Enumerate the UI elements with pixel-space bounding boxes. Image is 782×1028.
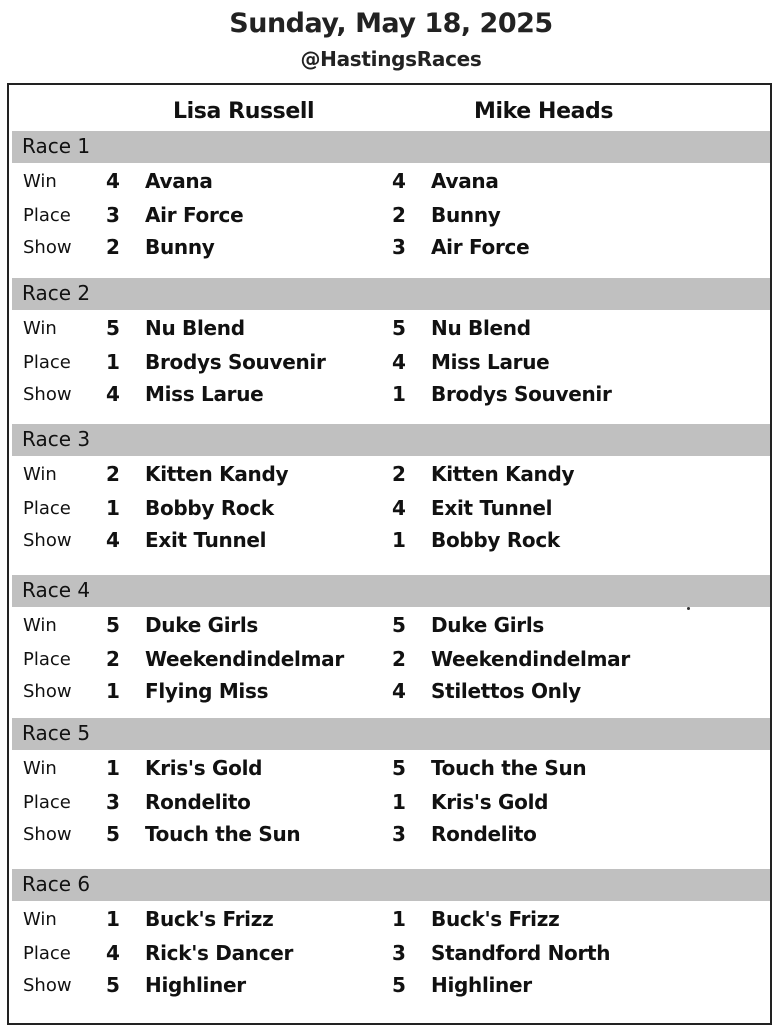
race-header bbox=[12, 278, 770, 310]
finish-position: Place bbox=[23, 649, 71, 670]
mike-pick-horse: Highliner bbox=[431, 973, 532, 997]
mike-pick-number: 3 bbox=[392, 235, 406, 259]
finish-position: Place bbox=[23, 792, 71, 813]
pick-row bbox=[9, 380, 770, 412]
finish-position: Show bbox=[23, 237, 72, 258]
mike-pick-horse: Weekendindelmar bbox=[431, 647, 630, 671]
pick-row bbox=[9, 233, 770, 265]
finish-position: Win bbox=[23, 615, 57, 636]
lisa-pick-number: 1 bbox=[106, 756, 120, 780]
race-header bbox=[12, 869, 770, 901]
race-label: Race 6 bbox=[22, 872, 91, 896]
lisa-pick-horse: Exit Tunnel bbox=[145, 528, 267, 552]
lisa-pick-horse: Highliner bbox=[145, 973, 246, 997]
mike-pick-horse: Rondelito bbox=[431, 822, 537, 846]
finish-position: Show bbox=[23, 384, 72, 405]
mike-pick-number: 5 bbox=[392, 756, 406, 780]
mike-pick-horse: Standford North bbox=[431, 941, 611, 965]
mike-pick-horse: Nu Blend bbox=[431, 316, 531, 340]
lisa-pick-number: 1 bbox=[106, 496, 120, 520]
lisa-pick-horse: Avana bbox=[145, 169, 213, 193]
lisa-pick-horse: Duke Girls bbox=[145, 613, 259, 637]
mike-pick-number: 2 bbox=[392, 203, 406, 227]
mike-pick-number: 2 bbox=[392, 647, 406, 671]
lisa-pick-horse: Rondelito bbox=[145, 790, 251, 814]
mike-pick-horse: Duke Girls bbox=[431, 613, 545, 637]
mike-pick-horse: Bobby Rock bbox=[431, 528, 560, 552]
picks-table bbox=[7, 83, 772, 1025]
mike-pick-horse: Stilettos Only bbox=[431, 679, 581, 703]
handicapper-name-left: Lisa Russell bbox=[173, 99, 315, 124]
mike-pick-number: 1 bbox=[392, 907, 406, 931]
finish-position: Show bbox=[23, 530, 72, 551]
handicapper-name-right: Mike Heads bbox=[474, 99, 614, 124]
finish-position: Place bbox=[23, 943, 71, 964]
race-label: Race 4 bbox=[22, 578, 91, 602]
page-title: Sunday, May 18, 2025 bbox=[229, 8, 553, 39]
pick-row bbox=[9, 526, 770, 558]
race-header bbox=[12, 575, 770, 607]
lisa-pick-number: 2 bbox=[106, 235, 120, 259]
lisa-pick-number: 4 bbox=[106, 528, 120, 552]
race-label: Race 2 bbox=[22, 281, 91, 305]
lisa-pick-horse: Bobby Rock bbox=[145, 496, 274, 520]
lisa-pick-number: 4 bbox=[106, 382, 120, 406]
social-handle: @HastingsRaces bbox=[300, 47, 482, 71]
finish-position: Place bbox=[23, 498, 71, 519]
lisa-pick-horse: Rick's Dancer bbox=[145, 941, 294, 965]
mike-pick-horse: Exit Tunnel bbox=[431, 496, 553, 520]
mike-pick-number: 1 bbox=[392, 528, 406, 552]
mike-pick-number: 4 bbox=[392, 350, 406, 374]
mike-pick-number: 4 bbox=[392, 169, 406, 193]
finish-position: Win bbox=[23, 318, 57, 339]
lisa-pick-number: 2 bbox=[106, 647, 120, 671]
pick-row bbox=[9, 677, 770, 709]
pick-row bbox=[9, 460, 770, 492]
lisa-pick-number: 5 bbox=[106, 822, 120, 846]
pick-row bbox=[9, 788, 770, 820]
pick-row bbox=[9, 167, 770, 199]
lisa-pick-number: 1 bbox=[106, 350, 120, 374]
lisa-pick-horse: Brodys Souvenir bbox=[145, 350, 326, 374]
pick-row bbox=[9, 939, 770, 971]
race-header bbox=[12, 424, 770, 456]
mike-pick-number: 4 bbox=[392, 679, 406, 703]
race-header bbox=[12, 131, 770, 163]
lisa-pick-number: 2 bbox=[106, 462, 120, 486]
lisa-pick-horse: Kitten Kandy bbox=[145, 462, 289, 486]
lisa-pick-number: 5 bbox=[106, 316, 120, 340]
lisa-pick-number: 1 bbox=[106, 907, 120, 931]
lisa-pick-number: 3 bbox=[106, 203, 120, 227]
pick-row bbox=[9, 820, 770, 852]
lisa-pick-horse: Air Force bbox=[145, 203, 244, 227]
mike-pick-number: 4 bbox=[392, 496, 406, 520]
pick-row bbox=[9, 971, 770, 1003]
finish-position: Place bbox=[23, 352, 71, 373]
mike-pick-number: 5 bbox=[392, 973, 406, 997]
mike-pick-number: 5 bbox=[392, 316, 406, 340]
finish-position: Show bbox=[23, 681, 72, 702]
pick-row bbox=[9, 314, 770, 346]
pick-row bbox=[9, 348, 770, 380]
lisa-pick-number: 4 bbox=[106, 169, 120, 193]
race-label: Race 5 bbox=[22, 721, 91, 745]
lisa-pick-horse: Kris's Gold bbox=[145, 756, 263, 780]
finish-position: Win bbox=[23, 171, 57, 192]
pick-row bbox=[9, 754, 770, 786]
mike-pick-horse: Bunny bbox=[431, 203, 501, 227]
mike-pick-number: 3 bbox=[392, 822, 406, 846]
lisa-pick-horse: Bunny bbox=[145, 235, 215, 259]
mike-pick-number: 3 bbox=[392, 941, 406, 965]
race-label: Race 3 bbox=[22, 427, 91, 451]
pick-row bbox=[9, 201, 770, 233]
mike-pick-horse: Kitten Kandy bbox=[431, 462, 575, 486]
race-label: Race 1 bbox=[22, 134, 91, 158]
mike-pick-horse: Avana bbox=[431, 169, 499, 193]
finish-position: Show bbox=[23, 824, 72, 845]
mike-pick-number: 5 bbox=[392, 613, 406, 637]
mike-pick-horse: Air Force bbox=[431, 235, 530, 259]
lisa-pick-number: 3 bbox=[106, 790, 120, 814]
finish-position: Win bbox=[23, 464, 57, 485]
mike-pick-horse: Buck's Frizz bbox=[431, 907, 560, 931]
stray-dot bbox=[687, 607, 690, 610]
mike-pick-horse: Kris's Gold bbox=[431, 790, 549, 814]
pick-row bbox=[9, 494, 770, 526]
lisa-pick-horse: Nu Blend bbox=[145, 316, 245, 340]
lisa-pick-horse: Touch the Sun bbox=[145, 822, 301, 846]
race-header bbox=[12, 718, 770, 750]
pick-row bbox=[9, 905, 770, 937]
finish-position: Place bbox=[23, 205, 71, 226]
finish-position: Show bbox=[23, 975, 72, 996]
mike-pick-horse: Brodys Souvenir bbox=[431, 382, 612, 406]
lisa-pick-number: 1 bbox=[106, 679, 120, 703]
lisa-pick-horse: Miss Larue bbox=[145, 382, 264, 406]
mike-pick-number: 2 bbox=[392, 462, 406, 486]
mike-pick-number: 1 bbox=[392, 790, 406, 814]
finish-position: Win bbox=[23, 909, 57, 930]
lisa-pick-number: 5 bbox=[106, 973, 120, 997]
pick-row bbox=[9, 611, 770, 643]
lisa-pick-number: 5 bbox=[106, 613, 120, 637]
finish-position: Win bbox=[23, 758, 57, 779]
lisa-pick-horse: Weekendindelmar bbox=[145, 647, 344, 671]
mike-pick-horse: Touch the Sun bbox=[431, 756, 587, 780]
mike-pick-horse: Miss Larue bbox=[431, 350, 550, 374]
lisa-pick-horse: Buck's Frizz bbox=[145, 907, 274, 931]
mike-pick-number: 1 bbox=[392, 382, 406, 406]
lisa-pick-number: 4 bbox=[106, 941, 120, 965]
pick-row bbox=[9, 645, 770, 677]
lisa-pick-horse: Flying Miss bbox=[145, 679, 269, 703]
